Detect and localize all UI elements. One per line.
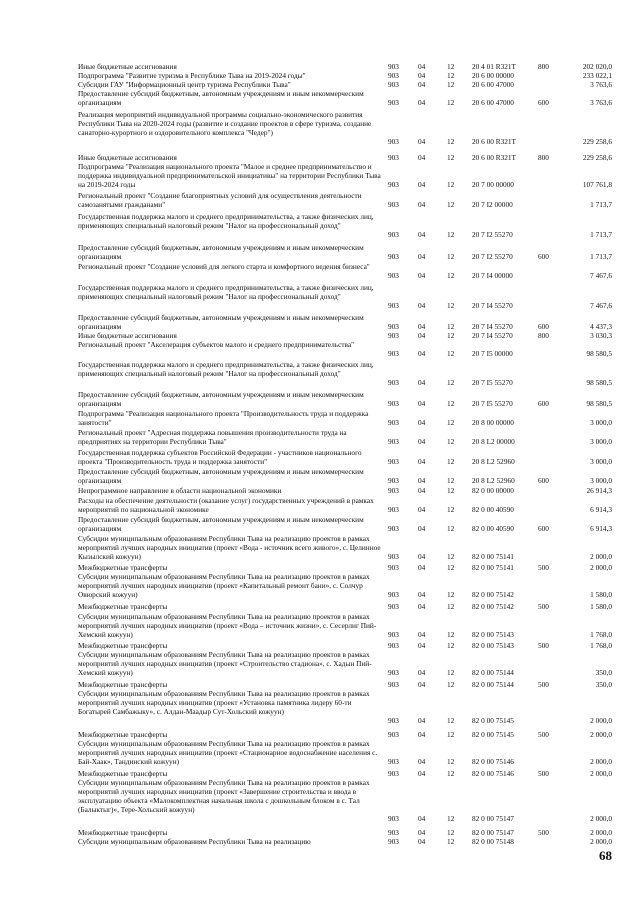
subsection-code: 12 [447,331,455,340]
section-code: 04 [418,552,426,561]
ministry-code: 903 [388,505,399,514]
target-article-code: 82 0 00 75143 [472,641,514,650]
target-article-code: 20 6 00 47000 [472,80,514,89]
target-article-code: 20 7 I5 00000 [472,349,513,358]
ministry-code: 903 [388,80,399,89]
target-article-code: 82 0 00 75142 [472,602,514,611]
subsection-code: 12 [447,680,455,689]
row-description: Межбюджетные трансферты [78,828,168,837]
ministry-code: 903 [388,563,399,572]
ministry-code: 903 [388,137,399,146]
target-article-code: 20 7 I2 55270 [472,230,513,239]
row-description: Подпрограмма "Развитие туризма в Республике Тыва на 2019-2024 годы" [78,71,306,80]
ministry-code: 903 [388,680,399,689]
expense-type-code: 500 [538,730,549,739]
ministry-code: 903 [388,814,399,823]
amount: 1 713,7 [590,230,612,239]
amount: 233 022,1 [582,71,612,80]
row-description: Государственная поддержка малого и среднего предпринимательства, а также физических лиц, применяющих специальный налоговый режим "Налог на профессиональный доход" [78,360,374,378]
target-article-code: 82 0 00 00000 [472,486,514,495]
subsection-code: 12 [447,505,455,514]
row-description: Иные бюджетные ассигнования [78,153,177,162]
target-article-code: 20 7 00 00000 [472,180,514,189]
ministry-code: 903 [388,524,399,533]
ministry-code: 903 [388,716,399,725]
section-code: 04 [418,757,426,766]
section-code: 04 [418,252,426,261]
expense-type-code: 500 [538,563,549,572]
section-code: 04 [418,668,426,677]
section-code: 04 [418,476,426,485]
ministry-code: 903 [388,730,399,739]
target-article-code: 82 0 00 75147 [472,814,514,823]
amount: 350,0 [595,668,612,677]
ministry-code: 903 [388,378,399,387]
target-article-code: 20 7 I2 00000 [472,200,513,209]
subsection-code: 12 [447,153,455,162]
amount: 1 768,0 [590,641,612,650]
target-article-code: 20 7 I4 00000 [472,271,513,280]
section-code: 04 [418,814,426,823]
amount: 2 000,0 [590,716,612,725]
ministry-code: 903 [388,399,399,408]
ministry-code: 903 [388,71,399,80]
section-code: 04 [418,301,426,310]
row-description: Государственная поддержка субъектов Российской Федерации - участников национального проекта "Производительность труда и поддержка занятости" [78,448,362,466]
section-code: 04 [418,680,426,689]
row-description: Региональный проект "Адресная поддержка повышения производительности труда на предприятиях на территории Республики Тыва" [78,428,347,446]
amount: 4 437,3 [590,322,612,331]
subsection-code: 12 [447,62,455,71]
ministry-code: 903 [388,331,399,340]
target-article-code: 20 6 00 R321T [472,137,516,146]
amount: 2 000,0 [590,837,612,846]
row-description: Реализация мероприятий индивидуальной программы социально-экономического развития Республики Тыва на 2020-2024 годы (развитие и создание проектов в сфере туризма, создание санаторно-курортного и оздоровительного комплекса "Чедер") [78,110,372,137]
row-description: Субсидии муниципальным образованиям Республики Тыва на реализацию проектов в рамках мероприятий лучших народных инициатив (проект «Строительство стадиона», с. Хадын Пий-Хемский кожуун) [78,650,372,677]
section-code: 04 [418,828,426,837]
expense-type-code: 600 [538,322,549,331]
target-article-code: 20 6 00 47000 [472,98,514,107]
ministry-code: 903 [388,200,399,209]
subsection-code: 12 [447,814,455,823]
section-code: 04 [418,378,426,387]
amount: 6 914,3 [590,524,612,533]
ministry-code: 903 [388,98,399,107]
row-description: Субсидии муниципальным образованиям Республики Тыва на реализацию проектов в рамках мероприятий лучших народных инициатив (проект «Капитальный ремонт бани», с. Солчур Овюрский кожуун) [78,572,370,599]
section-code: 04 [418,730,426,739]
amount: 229 258,6 [582,153,612,162]
expense-type-code: 600 [538,252,549,261]
row-description: Расходы на обеспечение деятельности (оказание услуг) государственных учреждений в рамках мероприятий по национальной экономике [78,496,374,514]
expense-type-code: 600 [538,98,549,107]
subsection-code: 12 [447,230,455,239]
ministry-code: 903 [388,153,399,162]
amount: 107 761,8 [582,180,612,189]
section-code: 04 [418,153,426,162]
row-description: Межбюджетные трансферты [78,602,168,611]
row-description: Иные бюджетные ассигнования [78,331,177,340]
section-code: 04 [418,590,426,599]
row-description: Иные бюджетные ассигнования [78,62,177,71]
target-article-code: 20 7 I2 55270 [472,252,513,261]
amount: 3 000,0 [590,476,612,485]
amount: 98 580,5 [586,378,612,387]
ministry-code: 903 [388,322,399,331]
expense-type-code: 500 [538,828,549,837]
row-description: Предоставление субсидий бюджетным, автономным учреждениям и иным некоммерческим организациям [78,390,364,408]
row-description: Предоставление субсидий бюджетным, автономным учреждениям и иным некоммерческим организациям [78,515,364,533]
ministry-code: 903 [388,62,399,71]
target-article-code: 20 6 00 R321T [472,153,516,162]
ministry-code: 903 [388,437,399,446]
page-number: 68 [599,848,612,863]
ministry-code: 903 [388,252,399,261]
row-description: Государственная поддержка малого и среднего предпринимательства, а также физических лиц, применяющих специальный налоговый режим "Налог на профессиональный доход" [78,283,374,301]
subsection-code: 12 [447,322,455,331]
amount: 98 580,5 [586,349,612,358]
row-description: Межбюджетные трансферты [78,730,168,739]
amount: 2 000,0 [590,730,612,739]
target-article-code: 82 0 00 75148 [472,837,514,846]
amount: 26 914,3 [586,486,612,495]
target-article-code: 20 7 I4 55270 [472,322,513,331]
amount: 1 580,0 [590,590,612,599]
amount: 6 914,3 [590,505,612,514]
target-article-code: 82 0 00 75145 [472,730,514,739]
amount: 7 467,6 [590,301,612,310]
subsection-code: 12 [447,769,455,778]
subsection-code: 12 [447,757,455,766]
ministry-code: 903 [388,630,399,639]
row-description: Подпрограмма "Реализация национального проекта "Малое и среднее предпринимательство и поддержка индивидуальной предпринимательской инициативы" на территории Республики Тыва на 2019-2024 годы [78,162,381,189]
row-description: Непрограммное направление в области национальной экономики [78,486,282,495]
target-article-code: 82 0 00 75146 [472,757,514,766]
ministry-code: 903 [388,457,399,466]
amount: 350,0 [595,680,612,689]
section-code: 04 [418,524,426,533]
amount: 3 030,3 [590,331,612,340]
subsection-code: 12 [447,476,455,485]
target-article-code: 20 7 I4 55270 [472,301,513,310]
target-article-code: 20 8 L2 00000 [472,437,515,446]
ministry-code: 903 [388,271,399,280]
subsection-code: 12 [447,252,455,261]
row-description: Предоставление субсидий бюджетным, автономным учреждениям и иным некоммерческим организациям [78,243,364,261]
amount: 2 000,0 [590,769,612,778]
row-description: Субсидии муниципальным образованиям Республики Тыва на реализацию проектов в рамках мероприятий лучших народных инициатив (проект «Стационарное водоснабжение населения с. Бай-Хаак», Тандинский кожуун) [78,739,378,766]
expense-type-code: 600 [538,524,549,533]
amount: 2 000,0 [590,563,612,572]
ministry-code: 903 [388,590,399,599]
row-description: Межбюджетные трансферты [78,769,168,778]
subsection-code: 12 [447,730,455,739]
amount: 98 580,5 [586,399,612,408]
section-code: 04 [418,71,426,80]
target-article-code: 82 0 00 75144 [472,668,514,677]
ministry-code: 903 [388,180,399,189]
row-description: Субсидии ГАУ "Информационный центр туризма Республики Тыва" [78,80,291,89]
section-code: 04 [418,322,426,331]
ministry-code: 903 [388,301,399,310]
target-article-code: 82 0 00 75144 [472,680,514,689]
section-code: 04 [418,271,426,280]
subsection-code: 12 [447,418,455,427]
target-article-code: 82 0 00 40590 [472,524,514,533]
amount: 7 467,6 [590,271,612,280]
subsection-code: 12 [447,200,455,209]
subsection-code: 12 [447,271,455,280]
target-article-code: 82 0 00 75147 [472,828,514,837]
amount: 3 763,6 [590,80,612,89]
subsection-code: 12 [447,301,455,310]
section-code: 04 [418,349,426,358]
section-code: 04 [418,486,426,495]
row-description: Предоставление субсидий бюджетным, автономным учреждениям и иным некоммерческим организациям [78,89,364,107]
section-code: 04 [418,437,426,446]
row-description: Региональный проект "Создание благоприятных условий для осуществления деятельности самозанятыми гражданами" [78,191,362,209]
section-code: 04 [418,716,426,725]
subsection-code: 12 [447,524,455,533]
target-article-code: 82 0 00 40590 [472,505,514,514]
subsection-code: 12 [447,590,455,599]
row-description: Государственная поддержка малого и среднего предпринимательства, а также физических лиц, применяющих специальный налоговый режим "Налог на профессиональный доход" [78,212,374,230]
subsection-code: 12 [447,349,455,358]
row-description: Субсидии муниципальным образованиям Республики Тыва на реализацию проектов в рамках мероприятий лучших народных инициатив (проект «Завершение строительства и ввода в эксплуатацию объекта «Малокомплектная начальная школа с дошкольным блоком в с. Тал (Балыктыг)», Тере-Хольский кожуун) [78,778,370,814]
expense-type-code: 600 [538,476,549,485]
ministry-code: 903 [388,349,399,358]
amount: 2 000,0 [590,757,612,766]
subsection-code: 12 [447,378,455,387]
amount: 1 580,0 [590,602,612,611]
ministry-code: 903 [388,641,399,650]
target-article-code: 20 6 00 00000 [472,71,514,80]
target-article-code: 82 0 00 75141 [472,552,514,561]
section-code: 04 [418,230,426,239]
section-code: 04 [418,62,426,71]
section-code: 04 [418,418,426,427]
target-article-code: 82 0 00 75145 [472,716,514,725]
expense-type-code: 600 [538,399,549,408]
row-description: Субсидии муниципальным образованиям Республики Тыва на реализацию проектов в рамках мероприятий лучших народных инициатив (проект «Вода - источник всего живого», с. Целинное Кызылский кожуун) [78,534,381,561]
subsection-code: 12 [447,399,455,408]
row-description: Предоставление субсидий бюджетным, автономным учреждениям и иным некоммерческим организациям [78,313,364,331]
amount: 1 768,0 [590,630,612,639]
ministry-code: 903 [388,769,399,778]
amount: 1 713,7 [590,200,612,209]
subsection-code: 12 [447,602,455,611]
row-description: Межбюджетные трансферты [78,563,168,572]
target-article-code: 82 0 00 75146 [472,769,514,778]
section-code: 04 [418,399,426,408]
section-code: 04 [418,630,426,639]
target-article-code: 20 4 01 R321T [472,62,516,71]
row-description: Предоставление субсидий бюджетным, автономным учреждениям и иным некоммерческим организациям [78,467,364,485]
section-code: 04 [418,200,426,209]
subsection-code: 12 [447,137,455,146]
section-code: 04 [418,641,426,650]
section-code: 04 [418,505,426,514]
expense-type-code: 500 [538,680,549,689]
section-code: 04 [418,137,426,146]
amount: 3 000,0 [590,457,612,466]
ministry-code: 903 [388,602,399,611]
subsection-code: 12 [447,828,455,837]
amount: 3 000,0 [590,437,612,446]
subsection-code: 12 [447,98,455,107]
section-code: 04 [418,180,426,189]
ministry-code: 903 [388,486,399,495]
row-description: Субсидии муниципальным образованиям Республики Тыва на реализацию проектов в рамках мероприятий лучших народных инициатив (проект «Вода – источник жизни», с. Сесерлиг Пий-Хемский кожуун) [78,612,377,639]
expense-type-code: 800 [538,62,549,71]
target-article-code: 20 7 I5 55270 [472,378,513,387]
section-code: 04 [418,602,426,611]
amount: 2 000,0 [590,828,612,837]
amount: 202 020,0 [582,62,612,71]
ministry-code: 903 [388,552,399,561]
target-article-code: 20 7 I5 55270 [472,399,513,408]
subsection-code: 12 [447,457,455,466]
row-description: Межбюджетные трансферты [78,680,168,689]
subsection-code: 12 [447,80,455,89]
ministry-code: 903 [388,757,399,766]
expense-type-code: 800 [538,153,549,162]
ministry-code: 903 [388,418,399,427]
amount: 2 000,0 [590,552,612,561]
subsection-code: 12 [447,716,455,725]
expense-type-code: 800 [538,331,549,340]
section-code: 04 [418,769,426,778]
target-article-code: 20 8 00 00000 [472,418,514,427]
ministry-code: 903 [388,668,399,677]
row-description: Региональный проект "Создание условий для легкого старта и комфортного ведения бизнеса" [78,262,370,271]
target-article-code: 82 0 00 75141 [472,563,514,572]
subsection-code: 12 [447,630,455,639]
row-description: Подпрограмма "Реализация национального проекта "Производительность труда и поддержка занятости" [78,409,369,427]
section-code: 04 [418,98,426,107]
row-description: Субсидии муниципальным образованиям Республики Тыва на реализацию проектов в рамках мероприятий лучших народных инициатив (проект «Установка памятника лидеру 60-ти Богатырей Самбажыку», с. Алдан-Маадыр Сут-Хольский кожуун) [78,689,370,716]
amount: 3 000,0 [590,418,612,427]
subsection-code: 12 [447,486,455,495]
subsection-code: 12 [447,180,455,189]
section-code: 04 [418,563,426,572]
subsection-code: 12 [447,563,455,572]
expense-type-code: 500 [538,641,549,650]
target-article-code: 82 0 00 75142 [472,590,514,599]
target-article-code: 20 8 L2 52960 [472,476,515,485]
ministry-code: 903 [388,837,399,846]
section-code: 04 [418,331,426,340]
section-code: 04 [418,80,426,89]
subsection-code: 12 [447,71,455,80]
amount: 229 258,6 [582,137,612,146]
amount: 1 713,7 [590,252,612,261]
subsection-code: 12 [447,837,455,846]
expense-type-code: 500 [538,602,549,611]
subsection-code: 12 [447,668,455,677]
row-description: Межбюджетные трансферты [78,641,168,650]
amount: 2 000,0 [590,814,612,823]
ministry-code: 903 [388,476,399,485]
amount: 3 763,6 [590,98,612,107]
target-article-code: 82 0 00 75143 [472,630,514,639]
row-description: Субсидии муниципальным образованиям Республики Тыва на реализацию [78,837,311,846]
expense-type-code: 500 [538,769,549,778]
section-code: 04 [418,457,426,466]
target-article-code: 20 8 L2 52960 [472,457,515,466]
ministry-code: 903 [388,230,399,239]
section-code: 04 [418,837,426,846]
subsection-code: 12 [447,552,455,561]
ministry-code: 903 [388,828,399,837]
subsection-code: 12 [447,641,455,650]
target-article-code: 20 7 I4 55270 [472,331,513,340]
row-description: Региональный проект "Акселерация субъектов малого и среднего предпринимательства" [78,340,355,349]
subsection-code: 12 [447,437,455,446]
